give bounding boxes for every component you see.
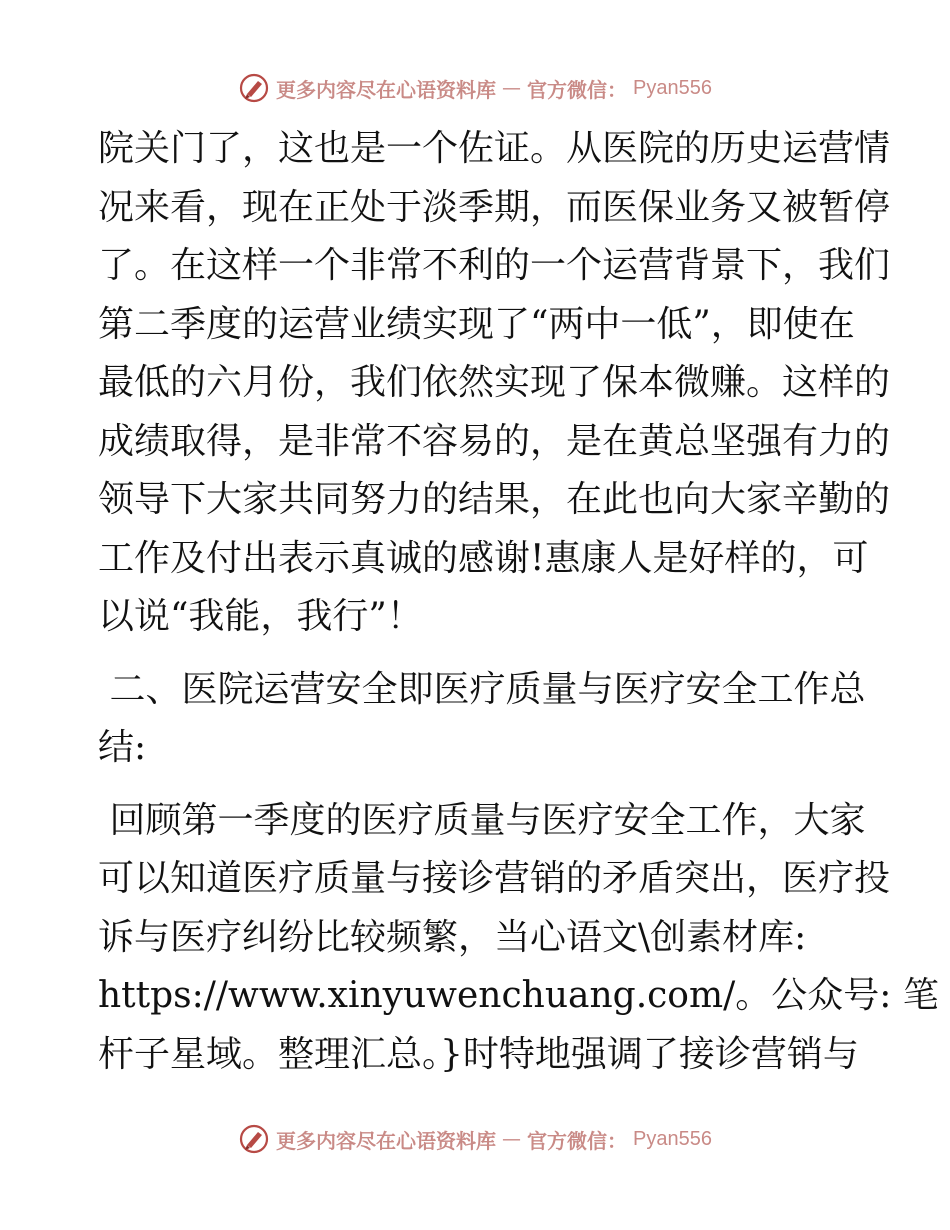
header-watermark bbox=[0, 72, 950, 104]
document-body bbox=[98, 120, 939, 1084]
paragraph-gap bbox=[98, 778, 858, 792]
footer-watermark bbox=[0, 1123, 950, 1155]
text-line: 二、医院运营安全即医疗质量与医疗安全工作总 bbox=[98, 668, 866, 710]
text-line: 结: bbox=[98, 727, 147, 768]
text-line: 第二季度的运营业绩实现了“两中一低”，即使在 bbox=[98, 303, 855, 345]
text-line: 回顾第一季度的医疗质量与医疗安全工作，大家 bbox=[98, 799, 866, 841]
text-line: 杆子星域。整理汇总。}时特地强调了接诊营销与 bbox=[98, 1033, 859, 1075]
text-line: 诉与医疗纠纷比较频繁，当心语文\创素材库: bbox=[98, 916, 807, 958]
watermark-dash: — bbox=[502, 77, 522, 99]
text-line: 可以知道医疗质量与接诊营销的矛盾突出，医疗投 bbox=[98, 858, 891, 899]
pen-logo-icon bbox=[238, 1123, 270, 1155]
watermark-dash: — bbox=[502, 1128, 522, 1150]
text-line: 工作及付出表示真诚的感谢!惠康人是好样的，可 bbox=[98, 537, 869, 579]
pen-logo-icon bbox=[238, 72, 270, 104]
paragraph bbox=[98, 120, 891, 647]
paragraph bbox=[98, 792, 939, 1085]
text-line: https://www.xinyuwenchuang.com/。公众号: 笔 bbox=[98, 975, 939, 1016]
watermark-wechat-id: Pyan556 bbox=[633, 76, 712, 99]
text-line: 成绩取得，是非常不容易的，是在黄总坚强有力的 bbox=[98, 420, 891, 462]
text-line: 领导下大家共同努力的结果，在此也向大家辛勤的 bbox=[98, 479, 891, 520]
section-heading bbox=[98, 661, 866, 778]
watermark-label: 官方微信： bbox=[527, 1128, 628, 1153]
paragraph-gap bbox=[98, 647, 858, 661]
watermark-main-text: 更多内容尽在心语资料库 bbox=[276, 1128, 497, 1153]
watermark-wechat-id: Pyan556 bbox=[633, 1127, 712, 1150]
watermark-main-text: 更多内容尽在心语资料库 bbox=[276, 77, 497, 102]
text-line: 况来看，现在正处于淡季期，而医保业务又被暂停 bbox=[98, 186, 891, 228]
text-line: 院关门了，这也是一个佐证。从医院的历史运营情 bbox=[98, 128, 891, 169]
text-line: 了。在这样一个非常不利的一个运营背景下，我们 bbox=[98, 245, 891, 286]
text-line: 最低的六月份，我们依然实现了保本微赚。这样的 bbox=[98, 362, 891, 403]
text-line: 以说“我能，我行”！ bbox=[98, 596, 423, 637]
watermark-label: 官方微信： bbox=[527, 77, 628, 102]
